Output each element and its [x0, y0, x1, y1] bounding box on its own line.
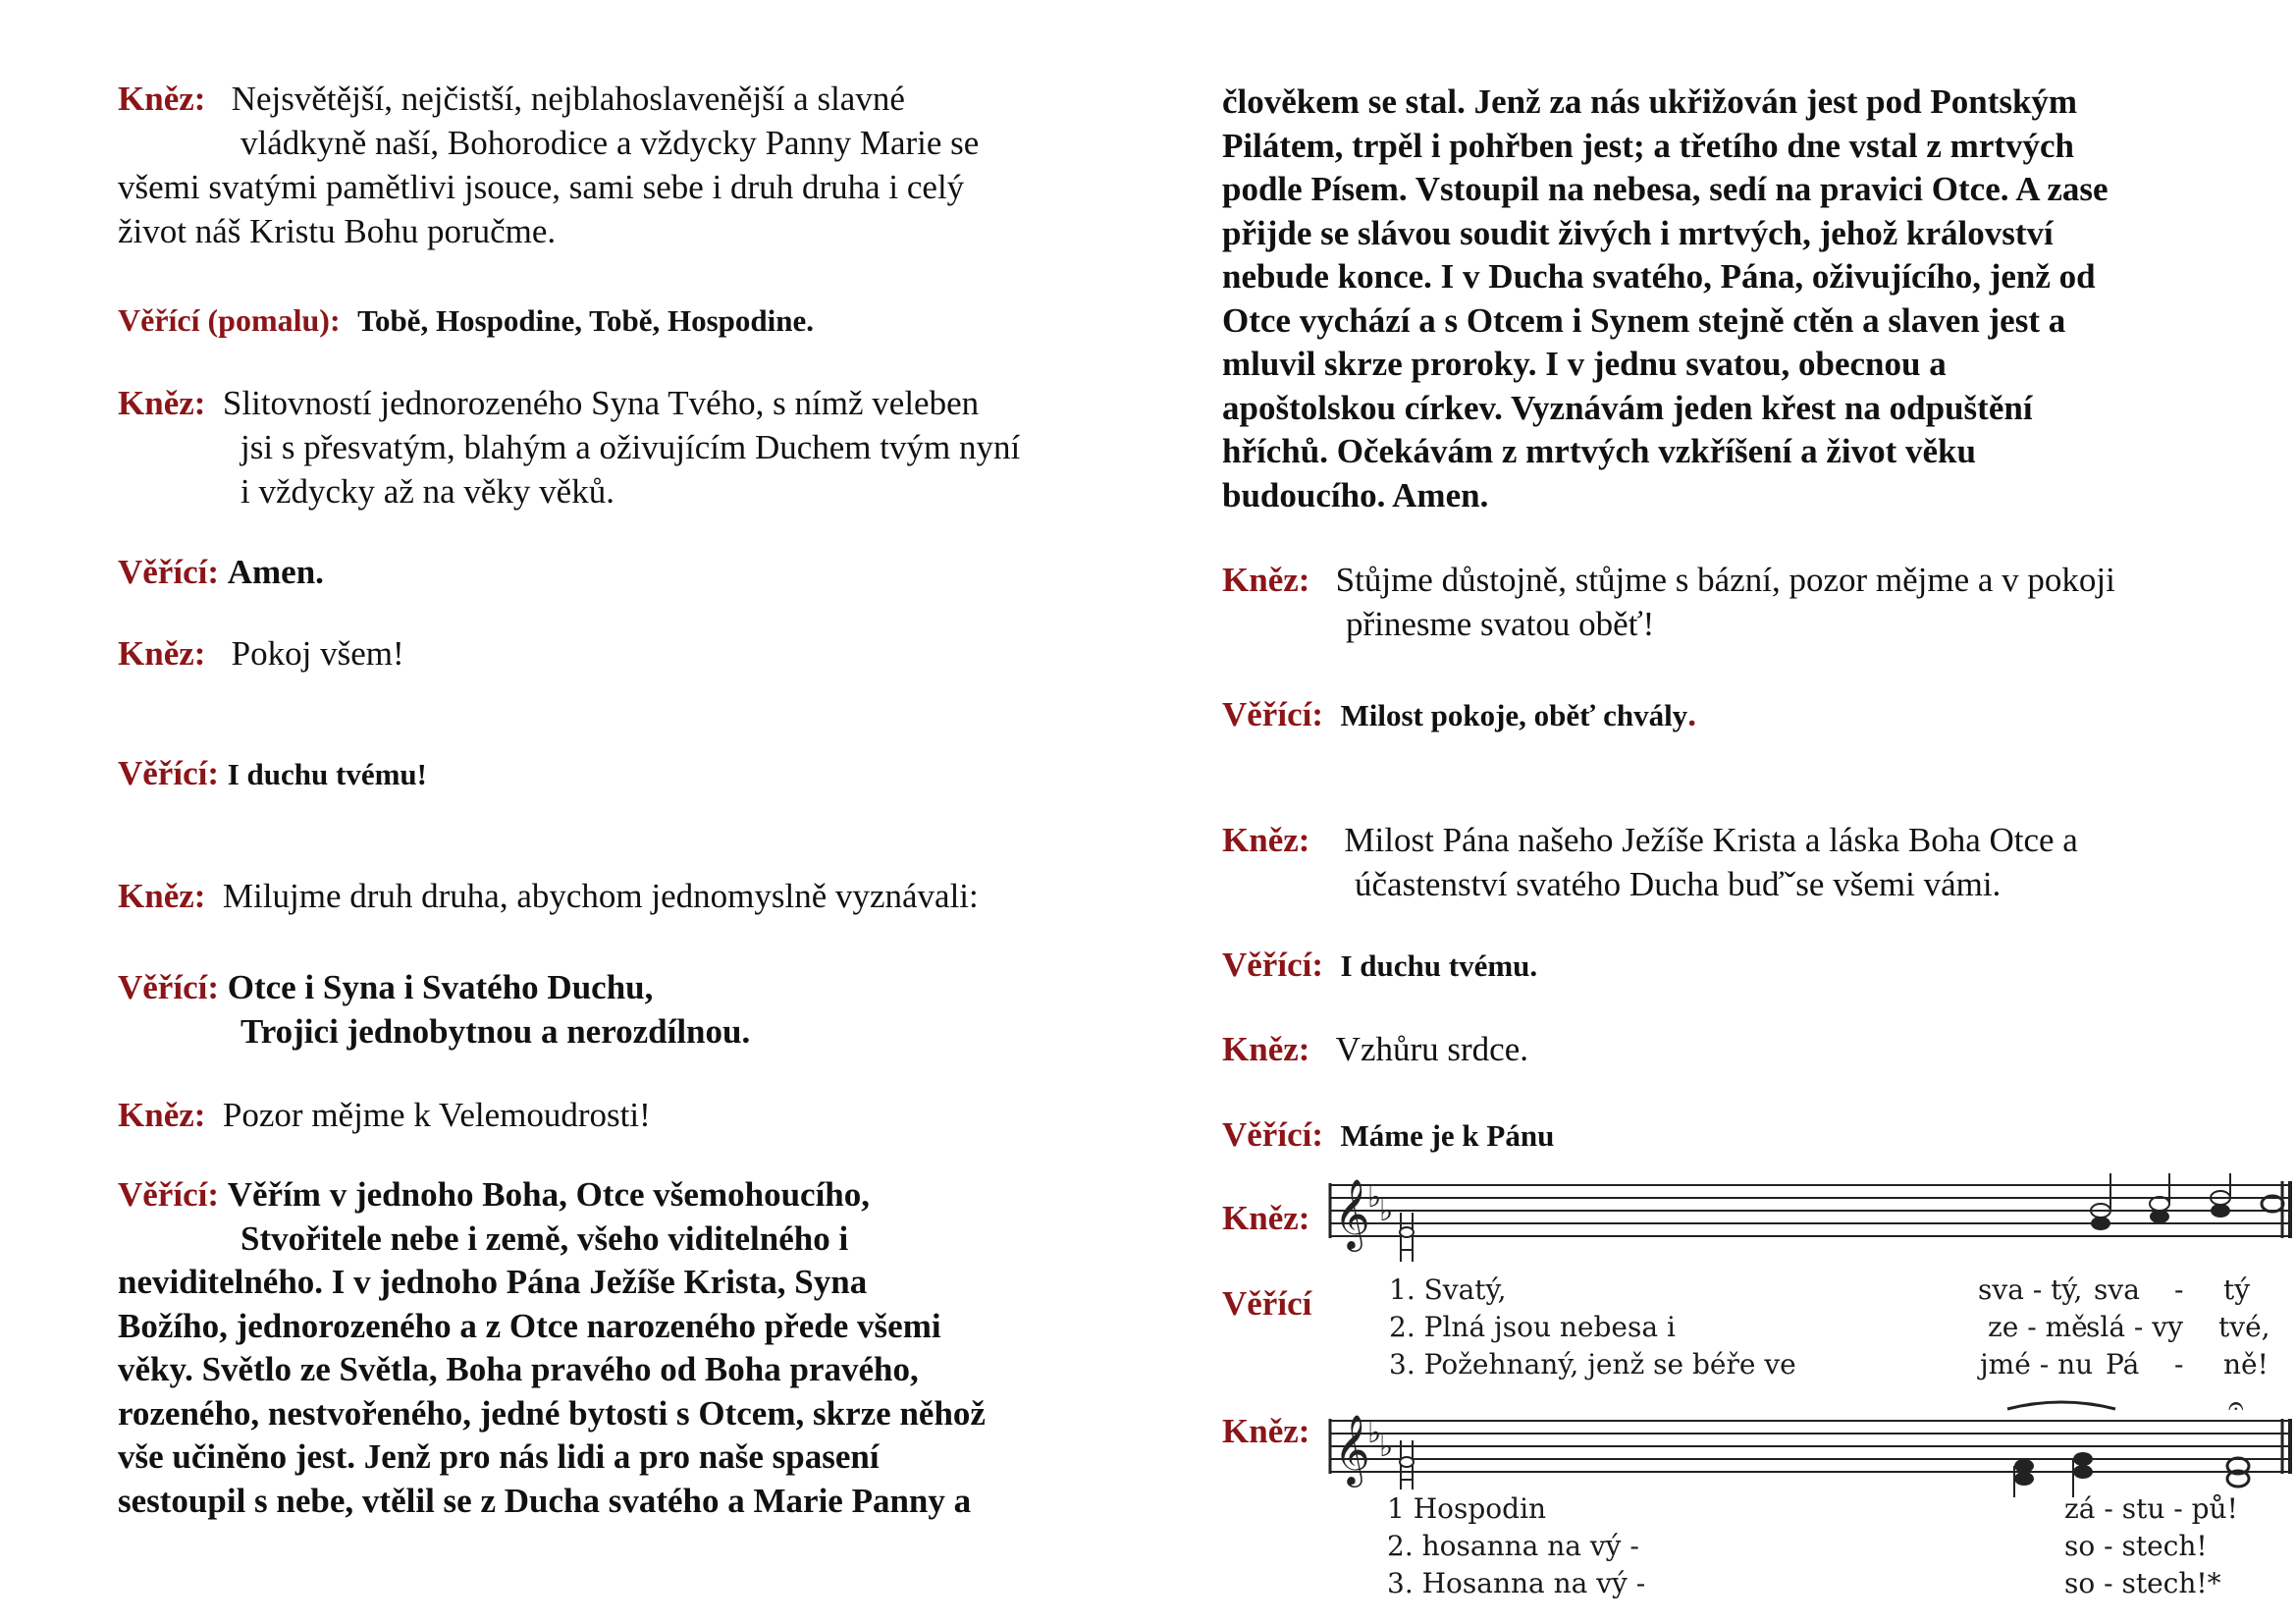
staff-bottom: [1320, 1391, 2296, 1499]
left-block-faithful-1: [118, 298, 814, 343]
lyric-cell: so - stech!*: [2064, 1567, 2221, 1599]
priest-text: Slitovností jednorozeného Syna Tvého, s nímž veleben: [222, 384, 980, 422]
faithful-text: Amen.: [227, 553, 324, 591]
priest-text: jsi s přesvatým, blahým a oživujícím Duchem tvým nyní: [240, 428, 1021, 466]
left-block-faithful-3: [118, 751, 427, 796]
lyric-row: [1387, 1565, 2296, 1602]
lyric-cell: -: [2174, 1273, 2184, 1306]
lyric-row: [1389, 1272, 2296, 1309]
speaker-label: Věřící:: [1222, 946, 1323, 984]
creed-text: Věřím v jednoho Boha, Otce všemohoucího,: [227, 1175, 871, 1214]
creed-text: člověkem se stal. Jenž za nás ukřižován jest pod Pontským: [1222, 82, 2078, 121]
left-block-creed: [118, 1173, 986, 1523]
creed-text: Pilátem, trpěl i pohřben jest; a třetího dne vstal z mrtvých: [1222, 126, 2075, 165]
lyric-cell: tý: [2223, 1273, 2251, 1306]
sanctus-music-score: [1222, 1173, 2296, 1624]
left-block-priest-5: [118, 1093, 651, 1137]
staff-top: [1320, 1173, 2296, 1272]
flat-icon: ♭: [1367, 1416, 1382, 1450]
left-block-priest-3: [118, 631, 404, 676]
lyric-row: [1389, 1309, 2296, 1346]
music-label-priest-2: Kněz:: [1222, 1412, 1310, 1450]
lyric-cell: 3. Požehnaný, jenž se béře ve: [1389, 1348, 1796, 1380]
lyric-row: [1389, 1346, 2296, 1383]
lyric-cell: 3. Hosanna na vý -: [1387, 1567, 1646, 1599]
speaker-label: Kněz:: [1222, 821, 1310, 859]
right-block-creed: [1222, 81, 2109, 517]
priest-text: Vzhůru srdce.: [1335, 1030, 1528, 1068]
creed-text: vše učiněno jest. Jenž pro nás lidi a pro naše spasení: [118, 1437, 880, 1476]
music-label-priest: Kněz:: [1222, 1199, 1310, 1237]
speaker-label: Věřící (pomalu):: [118, 302, 341, 338]
creed-text: rozeného, nestvořeného, jedné bytosti s Otcem, skrze něhož: [118, 1393, 986, 1433]
right-block-priest-2: [1222, 818, 2078, 906]
lyric-row: [1387, 1528, 2296, 1565]
priest-text: Stůjme důstojně, stůjme s bázní, pozor mějme a v pokoji: [1335, 561, 2115, 599]
speaker-label: Věřící:: [118, 968, 219, 1006]
flat-icon: ♭: [1379, 1194, 1394, 1228]
speaker-label: Kněz:: [1222, 1030, 1310, 1068]
lyric-cell: zá - stu - pů!: [2064, 1492, 2238, 1525]
lyric-cell: sva - tý,: [1978, 1273, 2083, 1306]
lyric-cell: sva: [2094, 1273, 2140, 1306]
faithful-text: I duchu tvému!: [227, 757, 427, 791]
creed-text: mluvil skrze proroky. I v jednu svatou, obecnou a: [1222, 345, 1947, 383]
left-block-faithful-2: [118, 550, 324, 594]
left-block-priest-1: [118, 77, 979, 253]
speaker-label: Kněz:: [118, 877, 206, 915]
speaker-label: Kněz:: [118, 1096, 206, 1134]
flat-icon: ♭: [1379, 1430, 1394, 1464]
creed-text: apoštolskou církev. Vyznávám jeden křest na odpuštění: [1222, 388, 2033, 427]
lyric-cell: 1 Hospodin: [1387, 1492, 1547, 1525]
priest-text: Pokoj všem!: [231, 634, 404, 673]
priest-text: i vždycky až na věky věků.: [240, 472, 614, 511]
priest-text: život náš Kristu Bohu poručme.: [118, 212, 557, 250]
lyric-cell: 1. Svatý,: [1389, 1273, 1507, 1306]
lyrics-top: [1389, 1272, 2296, 1383]
creed-text: věky. Světlo ze Světla, Boha pravého od Boha pravého,: [118, 1350, 919, 1388]
left-block-priest-4: [118, 874, 979, 918]
lyrics-bottom: [1387, 1490, 2296, 1602]
right-block-priest-3: [1222, 1027, 1528, 1071]
slur: [2007, 1402, 2115, 1409]
lyric-cell: 2. Plná jsou nebesa i: [1389, 1311, 1676, 1343]
faithful-text: Trojici jednobytnou a nerozdílnou.: [240, 1012, 751, 1051]
priest-text: Milujme druh druha, abychom jednomyslně vyznávali:: [222, 877, 979, 915]
speaker-label: Věřící:: [1222, 695, 1323, 733]
priest-text: účastenství svatého Ducha buďˇse všemi vámi.: [1355, 865, 2002, 903]
speaker-label: Kněz:: [118, 634, 206, 673]
speaker-label: Věřící:: [1222, 1115, 1323, 1154]
right-block-faithful-3: [1222, 1112, 1554, 1158]
faithful-text: Otce i Syna i Svatého Duchu,: [227, 968, 654, 1006]
lyric-cell: -: [2174, 1348, 2184, 1380]
right-block-priest-1: [1222, 558, 2115, 646]
creed-text: nebude konce. I v Ducha svatého, Pána, oživujícího, jenž od: [1222, 257, 2096, 296]
speaker-label: Kněz:: [118, 80, 206, 118]
priest-text: Milost Pána našeho Ježíše Krista a láska Boha Otce a: [1344, 821, 2078, 859]
faithful-text: I duchu tvému.: [1340, 948, 1538, 983]
lyric-cell: jmé - nu: [1980, 1348, 2094, 1380]
lyric-cell: so - stech!: [2064, 1530, 2208, 1562]
speaker-label: Kněz:: [1222, 561, 1310, 599]
priest-text: všemi svatými pamětlivi jsouce, sami sebe i druh druha i celý: [118, 168, 965, 206]
speaker-label: Kněz:: [118, 384, 206, 422]
faithful-text-period: .: [1687, 695, 1696, 733]
right-block-faithful-1: [1222, 692, 1696, 737]
lyric-cell: tvé,: [2218, 1311, 2270, 1343]
creed-text: budoucího. Amen.: [1222, 475, 1489, 514]
speaker-label: Věřící:: [118, 553, 219, 591]
fermata-icon: 𝄐: [2228, 1391, 2244, 1422]
music-label-faithful: Věřící: [1222, 1284, 1312, 1323]
speaker-label: Věřící:: [118, 754, 219, 792]
lyric-cell: ně!: [2223, 1348, 2269, 1380]
creed-text: Stvořitele nebe i země, všeho viditelného i: [240, 1218, 849, 1258]
right-block-faithful-2: [1222, 943, 1537, 988]
priest-text: Nejsvětější, nejčistší, nejblahoslavenější a slavné: [231, 80, 905, 118]
lyric-row: [1387, 1490, 2296, 1528]
creed-text: sestoupil s nebe, vtělil se z Ducha svatého a Marie Panny a: [118, 1481, 972, 1520]
flat-icon: ♭: [1367, 1180, 1382, 1215]
left-block-priest-2: [118, 381, 1020, 514]
left-block-faithful-4: [118, 965, 750, 1054]
lyric-cell: 2. hosanna na vý -: [1387, 1530, 1639, 1562]
lyric-cell: Pá: [2106, 1348, 2140, 1380]
creed-text: Božího, jednorozeného a z Otce narozeného přede všemi: [118, 1306, 941, 1345]
creed-text: přijde se slávou soudit živých i mrtvých, jehož království: [1222, 213, 2054, 252]
priest-text: vládkyně naší, Bohorodice a vždycky Panny Marie se: [240, 124, 980, 162]
chord-notes: [2091, 1173, 2283, 1230]
creed-text: Otce vychází a s Otcem i Synem stejně ctěn a slaven jest a: [1222, 300, 2066, 340]
faithful-text: Tobě, Hospodine, Tobě, Hospodine.: [357, 303, 815, 338]
priest-text: přinesme svatou oběť!: [1346, 605, 1655, 643]
creed-text: neviditelného. I v jednoho Pána Ježíše Krista, Syna: [118, 1263, 868, 1301]
treble-clef-icon: 𝄞: [1334, 1177, 1370, 1249]
faithful-text: Milost pokoje, oběť chvály: [1340, 698, 1688, 732]
lyric-cell: ze - mě: [1988, 1311, 2088, 1343]
faithful-text: Máme je k Pánu: [1340, 1118, 1555, 1153]
speaker-label: Věřící:: [118, 1175, 219, 1214]
creed-text: podle Písem. Vstoupil na nebesa, sedí na pravici Otce. A zase: [1222, 170, 2109, 208]
priest-text: Pozor mějme k Velemoudrosti!: [222, 1096, 651, 1134]
creed-text: hříchů. Očekávám z mrtvých vzkříšení a život věku: [1222, 432, 1976, 470]
lyric-cell: slá - vy: [2086, 1311, 2183, 1343]
note-breve: [1400, 1440, 1414, 1489]
treble-clef-icon: 𝄞: [1334, 1413, 1370, 1485]
